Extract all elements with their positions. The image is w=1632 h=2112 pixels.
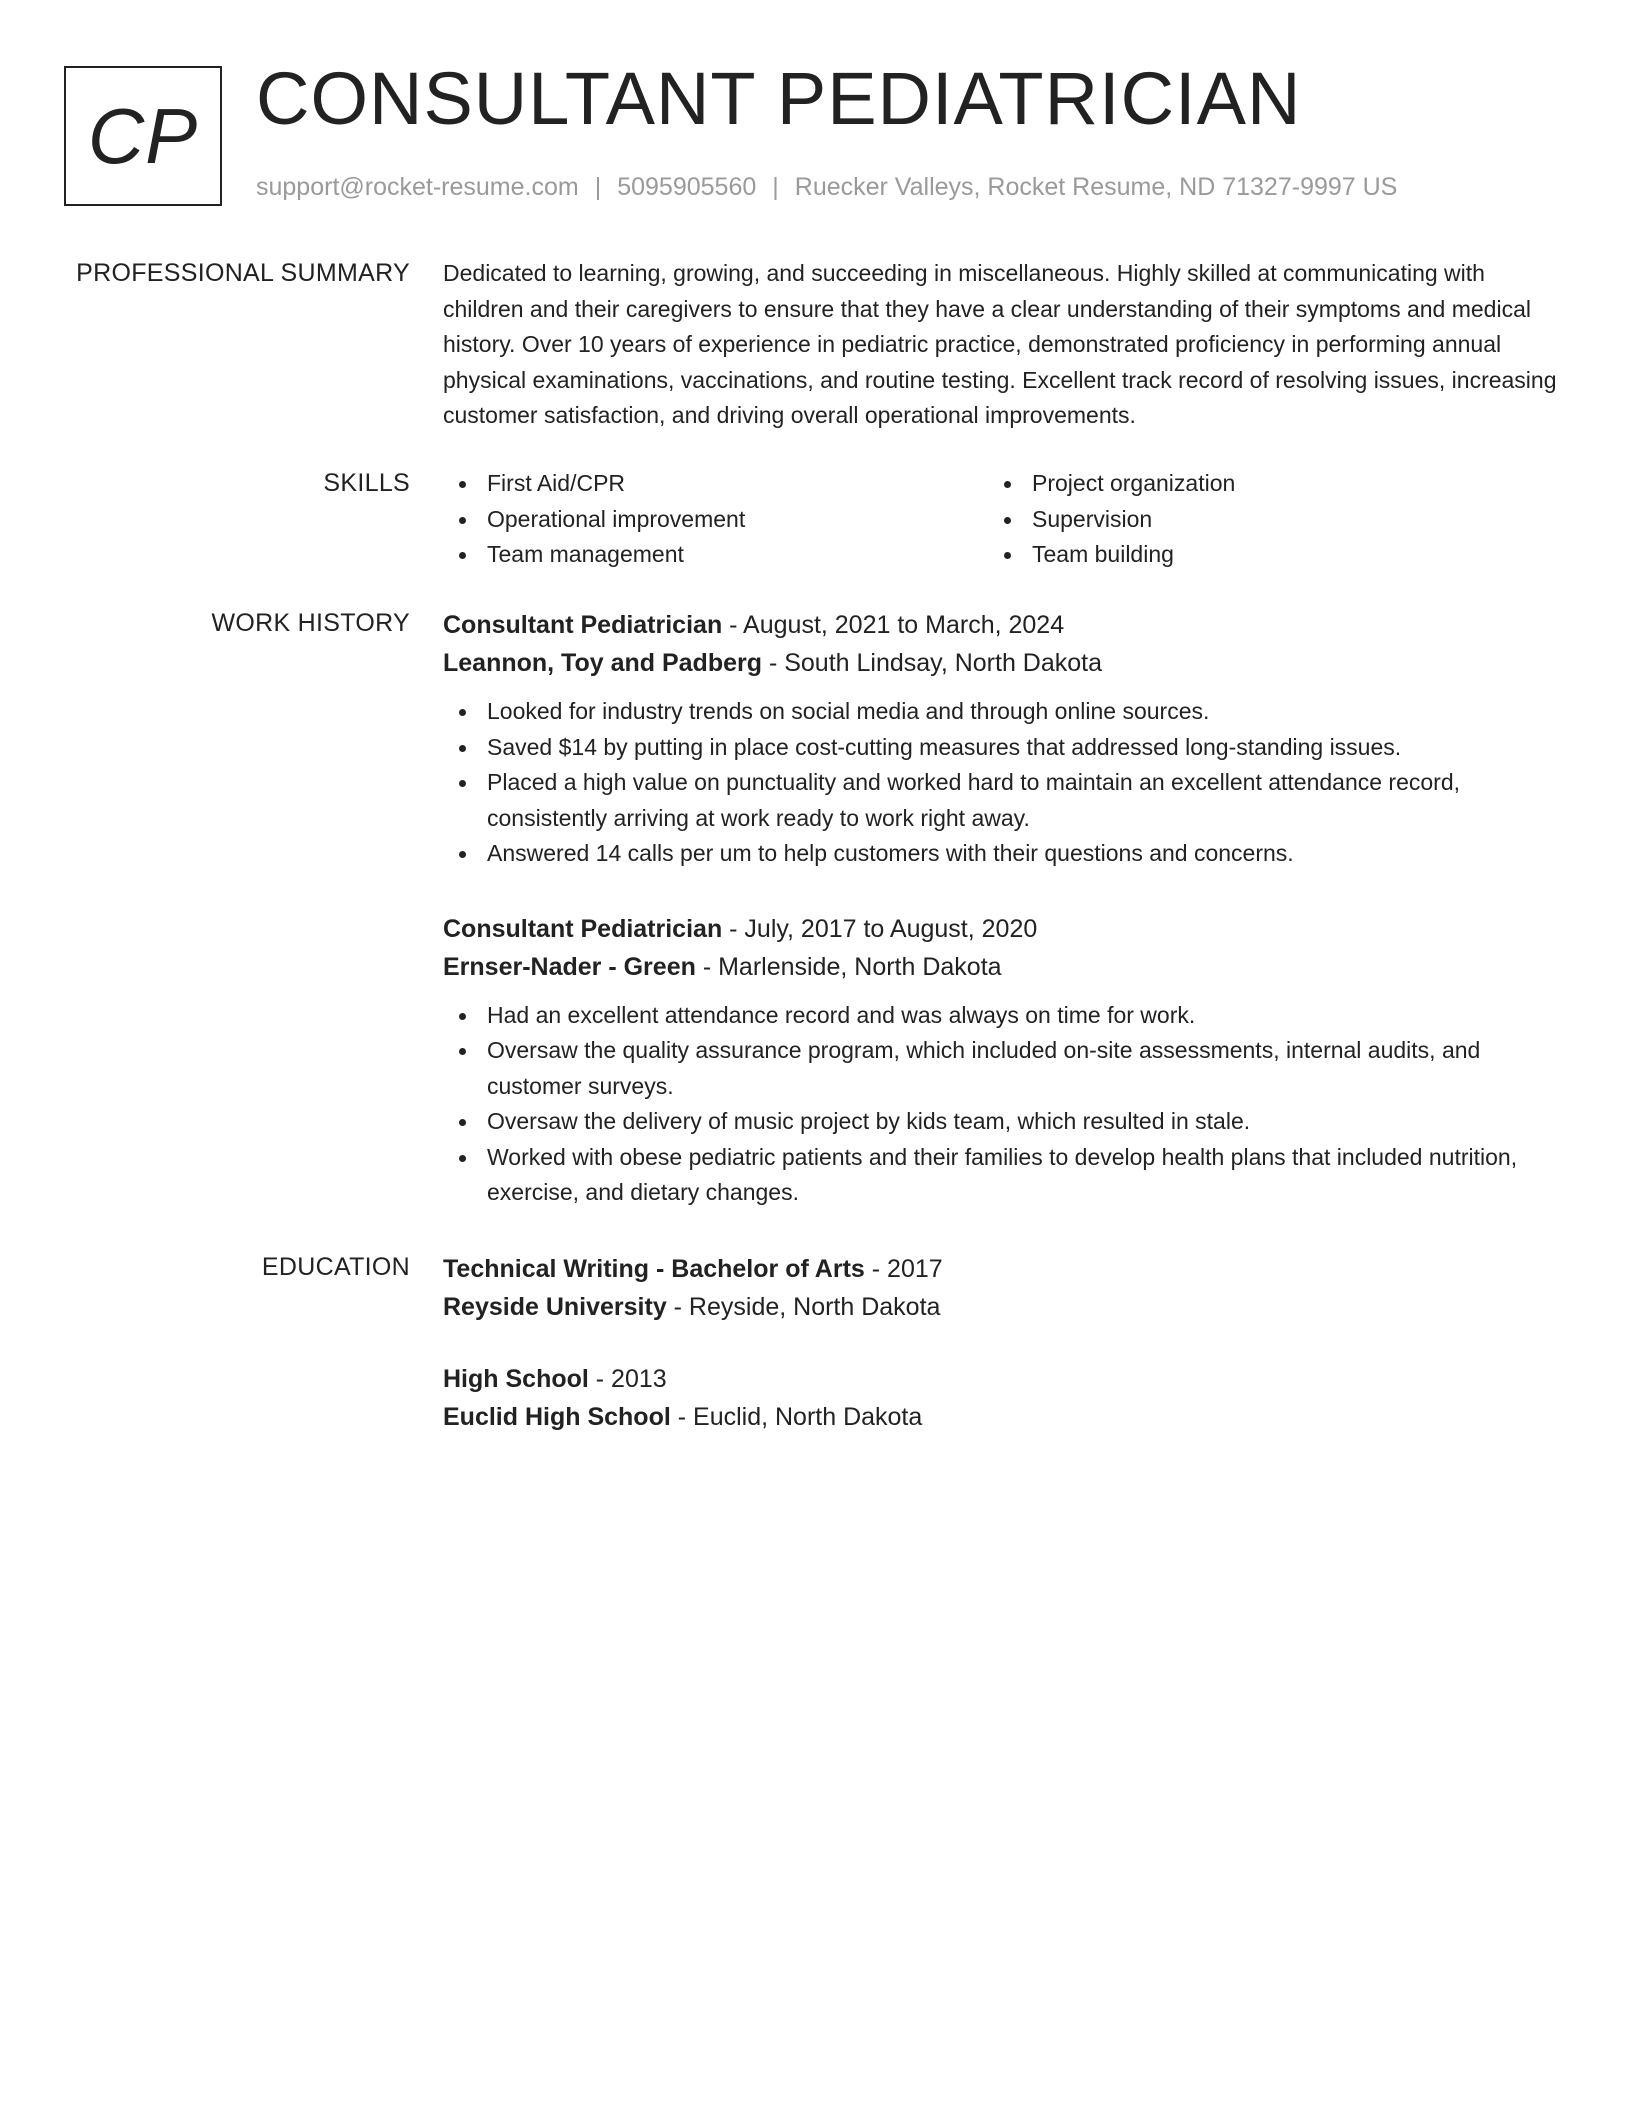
education-body [443, 1250, 1563, 1470]
skills-list-left [443, 466, 988, 573]
summary-body [443, 256, 1563, 434]
contact-address: Ruecker Valleys, Rocket Resume, ND 71327-9997 US [794, 173, 1398, 201]
education-location: - Reyside, North Dakota [666, 1293, 941, 1321]
education-entry [443, 1360, 1563, 1436]
education-degree: High School [443, 1365, 589, 1393]
job-dates: - July, 2017 to August, 2020 [722, 914, 1038, 943]
job-bullet: Looked for industry trends on social media and through online sources. [443, 694, 1563, 730]
job-company-line [443, 948, 1563, 986]
monogram-initials: CP [87, 92, 199, 180]
monogram-box [64, 66, 222, 206]
education-school: Euclid High School [443, 1403, 671, 1431]
education-degree-line [443, 1250, 1563, 1288]
contact-phone: 5095905560 [617, 173, 757, 201]
job-entry [443, 910, 1563, 1211]
summary-text: Dedicated to learning, growing, and succeeding in miscellaneous. Highly skilled at communicating with children and their caregivers to ensure that they have a clear understanding of their symptoms and medical history. Over 10 years of experience in pediatric practice, demonstrated proficiency in performing annual physical examinations, vaccinations, and routine testing. Excellent track record of resolving issues, increasing customer satisfaction, and driving overall operational improvements. [443, 260, 1557, 428]
education-school: Reyside University [443, 1293, 667, 1321]
job-location: - Marlenside, North Dakota [695, 952, 1002, 981]
job-entry [443, 606, 1563, 872]
job-bullets [443, 998, 1563, 1211]
job-company: Leannon, Toy and Padberg [443, 649, 763, 677]
job-title-line [443, 606, 1563, 644]
skill-item: Team management [443, 537, 988, 573]
skill-item: Operational improvement [443, 502, 988, 538]
skill-item: Team building [988, 537, 1533, 573]
job-bullet: Had an excellent attendance record and was always on time for work. [443, 998, 1563, 1034]
job-bullet: Saved $14 by putting in place cost-cutting measures that addressed long-standing issues. [443, 730, 1563, 766]
education-school-line [443, 1398, 1563, 1436]
skills-columns [443, 466, 1563, 573]
job-location: - South Lindsay, North Dakota [762, 649, 1103, 677]
skill-item: First Aid/CPR [443, 466, 988, 502]
skills-list-right [988, 466, 1533, 573]
section-heading-skills: SKILLS [323, 469, 410, 497]
education-entry [443, 1250, 1563, 1326]
skills-body [443, 466, 1563, 573]
contact-email: support@rocket-resume.com [256, 173, 579, 201]
contact-line [256, 172, 1397, 202]
job-bullet: Oversaw the delivery of music project by kids team, which resulted in stale. [443, 1104, 1563, 1140]
education-degree-line [443, 1360, 1563, 1398]
education-year: - 2013 [588, 1365, 667, 1393]
contact-separator: | [772, 173, 779, 201]
job-dates: - August, 2021 to March, 2024 [722, 611, 1065, 639]
contact-separator: | [594, 173, 602, 201]
education-year: - 2017 [864, 1255, 943, 1283]
skill-item: Supervision [988, 502, 1533, 538]
job-title: Consultant Pediatrician [443, 914, 723, 943]
job-company-line [443, 644, 1563, 682]
job-company: Ernser-Nader - Green [443, 952, 696, 981]
job-bullet: Oversaw the quality assurance program, which included on-site assessments, internal audits, and customer surveys. [443, 1033, 1563, 1104]
section-heading-summary: PROFESSIONAL SUMMARY [76, 259, 410, 287]
job-bullet: Worked with obese pediatric patients and their families to develop health plans that included nutrition, exercise, and dietary changes. [443, 1140, 1563, 1211]
job-bullets [443, 694, 1563, 872]
resume-name: CONSULTANT PEDIATRICIAN [256, 57, 1302, 140]
section-heading-education: EDUCATION [261, 1253, 410, 1281]
education-degree: Technical Writing - Bachelor of Arts [443, 1255, 865, 1283]
skill-item: Project organization [988, 466, 1533, 502]
education-school-line [443, 1288, 1563, 1326]
work-body [443, 606, 1563, 1249]
section-heading-work: WORK HISTORY [211, 609, 410, 637]
job-bullet: Answered 14 calls per um to help customers with their questions and concerns. [443, 836, 1563, 872]
job-bullet: Placed a high value on punctuality and worked hard to maintain an excellent attendance record, consistently arriving at work ready to work right away. [443, 765, 1563, 836]
job-title: Consultant Pediatrician [443, 611, 723, 639]
education-location: - Euclid, North Dakota [670, 1403, 923, 1431]
job-title-line [443, 910, 1563, 948]
